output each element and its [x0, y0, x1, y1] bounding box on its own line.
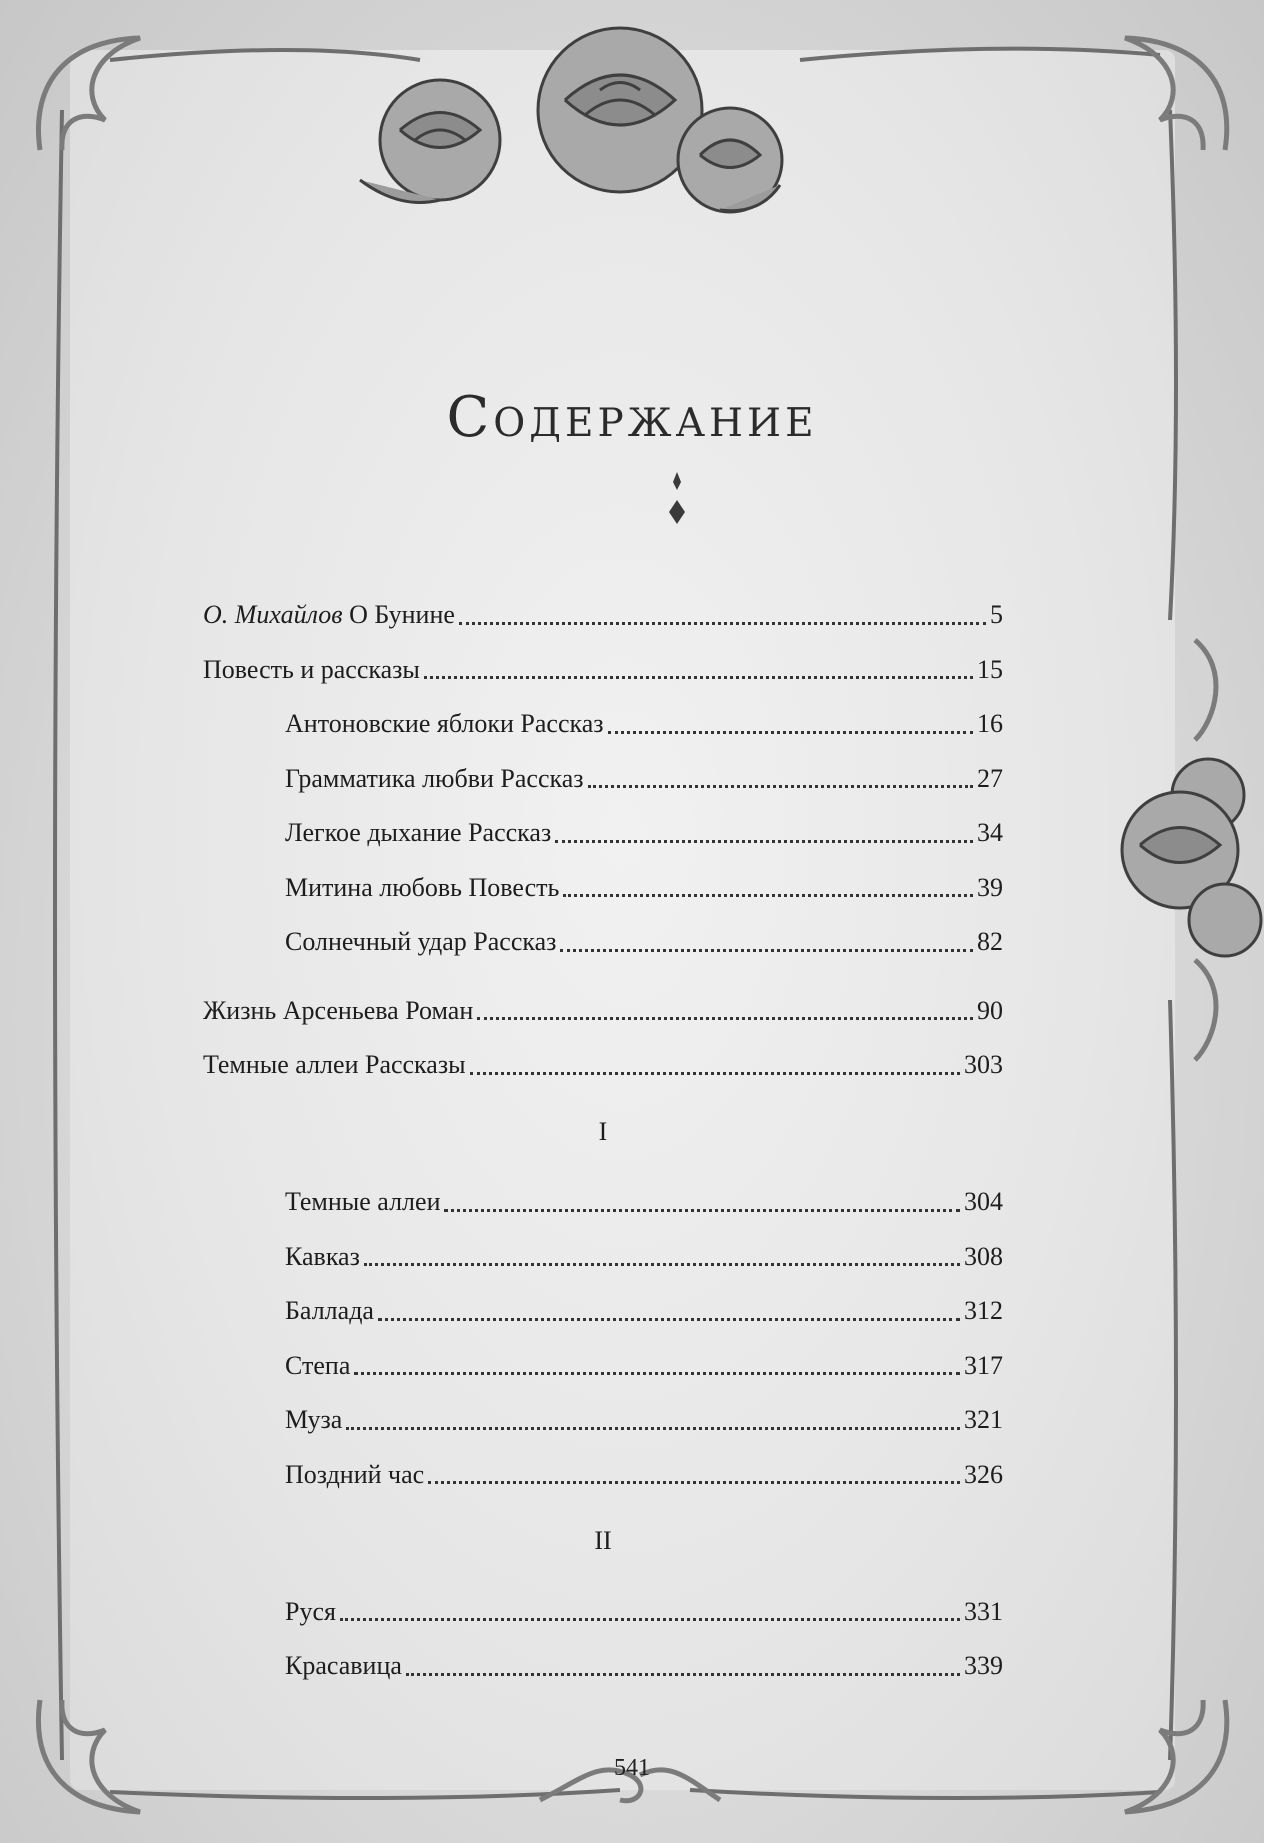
toc-entry-title [285, 762, 584, 796]
toc-entry[interactable] [203, 1048, 1003, 1082]
toc-dot-leader [444, 1209, 960, 1212]
toc-entry-title [285, 1185, 440, 1219]
toc-entry-author: О. Михайлов [203, 600, 343, 629]
toc-entry-page: 321 [964, 1405, 1003, 1434]
toc-entry-title [285, 1595, 336, 1629]
toc-entry-title-text: Баллада [285, 1296, 374, 1325]
toc-entry-title-text: Муза [285, 1405, 343, 1434]
toc-dot-leader [608, 731, 973, 734]
side-roses [1122, 640, 1261, 1060]
toc-entry-title-text: Антоновские яблоки Рассказ [285, 709, 604, 738]
toc-entry-title [285, 816, 551, 850]
toc-dot-leader [560, 949, 973, 952]
toc-entry-page: 317 [964, 1350, 1003, 1380]
toc-entry-title [203, 994, 473, 1028]
toc-entry-title [285, 1240, 360, 1274]
toc-entry-title-text: Жизнь Арсеньева Роман [203, 995, 474, 1025]
toc-entry-title-text: Степа [285, 1350, 351, 1380]
toc-entry-page: 308 [964, 1241, 1003, 1271]
toc-entry[interactable] [203, 994, 1003, 1028]
toc-entry-title [285, 1349, 350, 1383]
top-roses [360, 28, 782, 212]
toc-entry-title-text: Руся [285, 1596, 336, 1626]
toc-section-marker: II [594, 1526, 612, 1555]
toc-entry-title-text: Темные аллеи [285, 1187, 441, 1216]
toc-entry-title-text: Красавица [285, 1651, 402, 1680]
toc-entry-title [285, 1649, 402, 1683]
toc-dot-leader [588, 785, 973, 788]
toc-entry[interactable] [285, 762, 1003, 796]
toc-dot-leader [470, 1072, 960, 1075]
toc-dot-leader [459, 622, 986, 625]
toc-dot-leader [378, 1318, 960, 1321]
toc-entry-title [285, 1294, 374, 1328]
toc-entry[interactable] [285, 1403, 1003, 1437]
toc-dot-leader [424, 676, 973, 679]
toc-entry-title [203, 598, 455, 632]
toc-entry[interactable] [285, 1185, 1003, 1219]
toc-entry-page: 312 [964, 1296, 1003, 1325]
toc-entry[interactable] [285, 1349, 1003, 1383]
toc-entry[interactable] [285, 1595, 1003, 1629]
toc-entry[interactable] [285, 816, 1003, 850]
toc-entry[interactable] [285, 925, 1003, 959]
toc-entry-title-text: Легкое дыхание Рассказ [285, 818, 552, 847]
toc-dot-leader [406, 1673, 960, 1676]
toc-entry[interactable] [203, 598, 1003, 632]
toc-entry[interactable] [203, 653, 1003, 687]
toc-entry-title-text: Кавказ [285, 1241, 360, 1271]
toc-section-marker: I [598, 1116, 608, 1146]
toc-dot-leader [477, 1017, 973, 1020]
toc-entry-page: 16 [977, 709, 1003, 738]
toc-entry-title [203, 653, 420, 687]
toc-entry-title [285, 1458, 424, 1492]
toc-entry-page: 339 [964, 1651, 1003, 1680]
toc-entry-page: 15 [977, 654, 1003, 684]
page-number: 541 [614, 1755, 650, 1781]
toc-entry-page: 326 [964, 1459, 1003, 1489]
toc-entry-title-text: Солнечный удар Рассказ [285, 927, 557, 956]
toc-entry-page: 304 [964, 1187, 1003, 1216]
toc-entry[interactable] [285, 1240, 1003, 1274]
toc-entry[interactable] [285, 707, 1003, 741]
toc-entry-page: 39 [977, 872, 1003, 902]
toc-entry[interactable] [285, 871, 1003, 905]
toc-dot-leader [346, 1427, 960, 1430]
toc-entry[interactable] [285, 1649, 1003, 1683]
page-title: Содержание [446, 385, 818, 450]
toc-entry-page: 5 [990, 600, 1003, 629]
toc-entry-title [285, 1403, 342, 1437]
toc-entry-title [285, 707, 604, 741]
toc-entry[interactable] [285, 1294, 1003, 1328]
toc-entry-title-text: Митина любовь Повесть [285, 872, 560, 902]
toc-entry-title-text: Темные аллеи Рассказы [203, 1050, 466, 1079]
toc-entry-title [203, 1048, 466, 1082]
toc-entry-page: 27 [977, 763, 1003, 793]
toc-entry-page: 303 [964, 1050, 1003, 1079]
toc-entry[interactable] [285, 1458, 1003, 1492]
diamond-ornament-icon [652, 470, 702, 540]
toc-dot-leader [354, 1372, 960, 1375]
toc-entry-title-text: Поздний час [285, 1459, 425, 1489]
toc-entry-page: 90 [977, 995, 1003, 1025]
toc-dot-leader [563, 894, 973, 897]
toc-entry-title [285, 925, 556, 959]
toc-entry-page: 331 [964, 1596, 1003, 1626]
toc-dot-leader [428, 1481, 960, 1484]
toc-entry-title [285, 871, 559, 905]
toc-entry-title-text: Повесть и рассказы [203, 654, 420, 684]
toc-entry-title-text: Грамматика любви Рассказ [285, 763, 584, 793]
toc-entry-page: 34 [977, 818, 1003, 847]
toc-dot-leader [555, 840, 973, 843]
toc-dot-leader [364, 1263, 960, 1266]
toc-dot-leader [340, 1618, 960, 1621]
toc-entry-title-text: О Бунине [342, 600, 455, 629]
toc-entry-page: 82 [977, 927, 1003, 956]
